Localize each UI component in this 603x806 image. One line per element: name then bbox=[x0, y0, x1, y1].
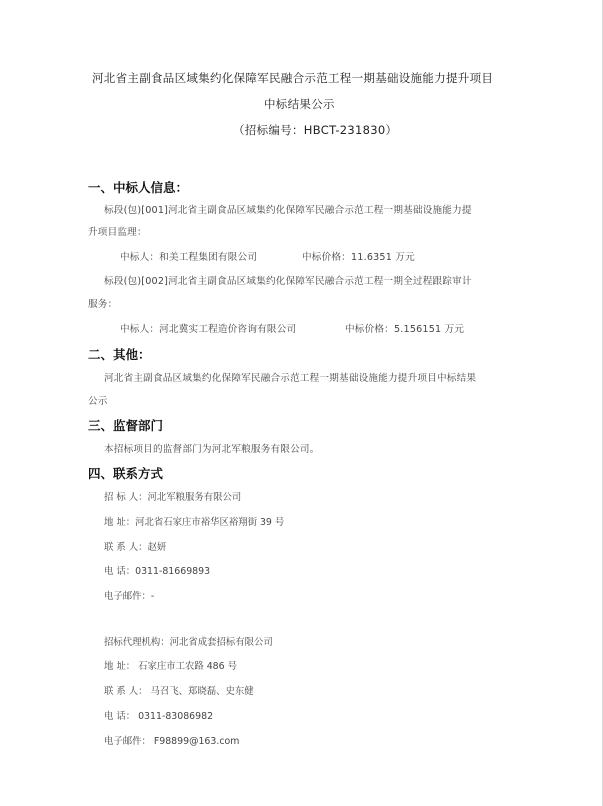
tenderer-address: 地 址：河北省石家庄市裕华区裕翔街 39 号 bbox=[104, 517, 285, 528]
tenderer-email: 电子邮件：- bbox=[104, 591, 155, 602]
lot1-price: 中标价格：11.6351 万元 bbox=[302, 252, 415, 263]
lot1-desc-line1: 标段(包)[001]河北省主副食品区域集约化保障军民融合示范工程一期基础设施能力提 bbox=[104, 205, 472, 216]
agency-address: 地 址： 石家庄市工农路 486 号 bbox=[104, 661, 237, 672]
tenderer: 招 标 人：河北军粮服务有限公司 bbox=[104, 492, 242, 503]
tenderer-contact: 联 系 人：赵妍 bbox=[104, 542, 167, 553]
agency-phone: 电 话： 0311-83086982 bbox=[104, 711, 214, 722]
lot2-price: 中标价格：5.156151 万元 bbox=[345, 324, 465, 335]
section3-line1: 本招标项目的监督部门为河北军粮服务有限公司。 bbox=[104, 444, 320, 455]
section3-heading: 三、监督部门 bbox=[88, 418, 164, 433]
section2-heading: 二、其他： bbox=[88, 347, 151, 362]
lot1-winner: 中标人：和美工程集团有限公司 bbox=[120, 252, 258, 263]
agency-email: 电子邮件： F98899@163.com bbox=[104, 736, 240, 747]
section2-line1: 河北省主副食品区域集约化保障军民融合示范工程一期基础设施能力提升项目中标结果 bbox=[104, 373, 477, 384]
lot2-desc-line1: 标段(包)[002]河北省主副食品区域集约化保障军民融合示范工程一期全过程跟踪审计 bbox=[104, 276, 472, 287]
doc-title-line2: 中标结果公示 bbox=[264, 97, 335, 111]
agency-contact: 联 系 人： 马召飞、郑晓磊、史东健 bbox=[104, 686, 254, 697]
tenderer-phone: 电 话：0311-81669893 bbox=[104, 566, 211, 577]
section4-heading: 四、联系方式 bbox=[88, 466, 164, 481]
lot2-desc-line2: 服务： bbox=[88, 299, 118, 310]
lot2-winner: 中标人：河北冀实工程造价咨询有限公司 bbox=[120, 324, 297, 335]
section1-heading: 一、中标人信息： bbox=[88, 180, 189, 195]
lot1-desc-line2: 升项目监理： bbox=[88, 227, 147, 238]
agency-name: 招标代理机构：河北省成套招标有限公司 bbox=[104, 637, 273, 648]
doc-title-line1: 河北省主副食品区域集约化保障军民融合示范工程一期基础设施能力提升项目 bbox=[92, 71, 494, 85]
section2-line2: 公示 bbox=[88, 396, 108, 407]
bid-number: （招标编号：HBCT-231830） bbox=[233, 123, 398, 137]
